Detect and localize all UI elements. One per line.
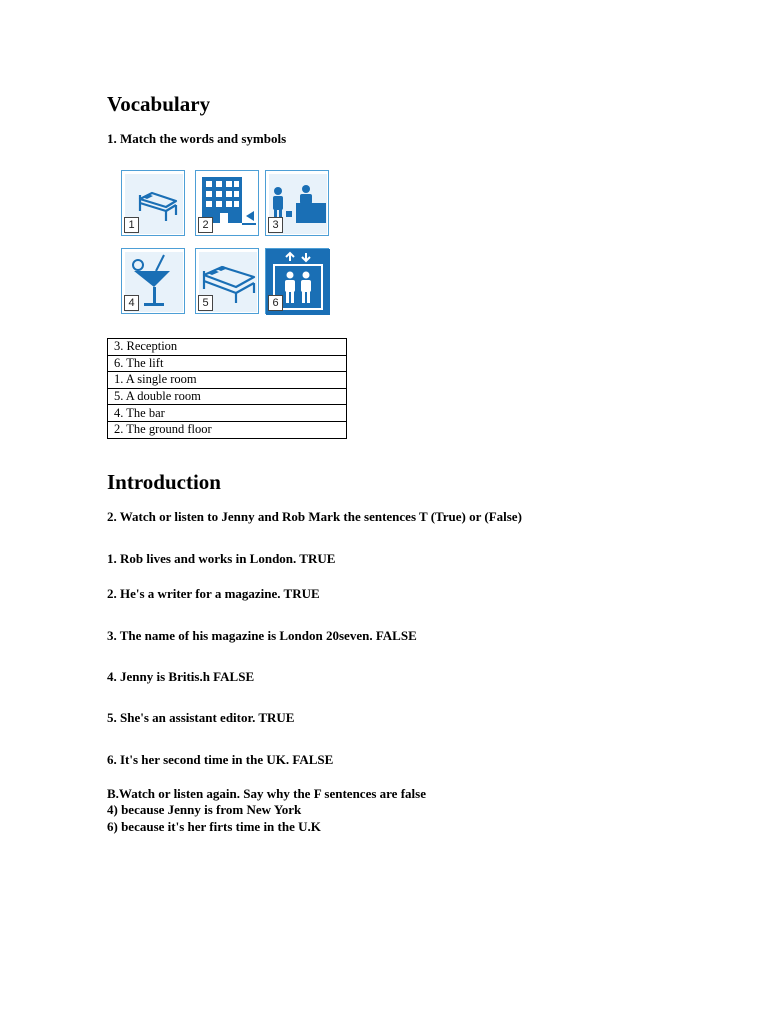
vocabulary-heading: Vocabulary: [107, 92, 211, 116]
table-row: [108, 388, 347, 405]
introduction-instruction: 2. Watch or listen to Jenny and Rob Mark the sentences T (True) or (False): [107, 509, 522, 524]
part-b-answer: 4) because Jenny is from New York: [107, 802, 302, 817]
table-cell: 3. Reception: [108, 339, 347, 356]
symbol-bar: [121, 248, 185, 314]
symbol-number: 5: [198, 295, 213, 311]
symbol-number: 2: [198, 217, 213, 233]
table-row: [108, 421, 347, 438]
table-cell: 6. The lift: [108, 355, 347, 372]
symbol-double-room: [195, 248, 259, 314]
symbol-number: 3: [268, 217, 283, 233]
symbol-number: 4: [124, 295, 139, 311]
sentence-item: 4. Jenny is Britis.h FALSE: [107, 669, 255, 684]
symbol-number: 6: [268, 295, 283, 311]
table-row: [108, 405, 347, 422]
table-row: [108, 339, 347, 356]
table-cell: 2. The ground floor: [108, 421, 347, 438]
vocabulary-instruction: 1. Match the words and symbols: [107, 131, 287, 146]
sentence-item: 3. The name of his magazine is London 20seven. FALSE: [107, 628, 417, 643]
table-cell: 1. A single room: [108, 372, 347, 389]
symbol-single-room: [121, 170, 185, 236]
table-row: [108, 372, 347, 389]
sentence-item: 1. Rob lives and works in London. TRUE: [107, 551, 336, 566]
symbol-number: 1: [124, 217, 139, 233]
part-b-answer: 6) because it's her firts time in the U.K: [107, 819, 321, 834]
part-b-instruction: B.Watch or listen again. Say why the F sentences are false: [107, 786, 426, 801]
answer-table: [107, 338, 347, 439]
sentence-item: 6. It's her second time in the UK. FALSE: [107, 752, 334, 767]
table-cell: 4. The bar: [108, 405, 347, 422]
symbol-ground-floor: [195, 170, 259, 236]
table-row: [108, 355, 347, 372]
sentence-item: 5. She's an assistant editor. TRUE: [107, 710, 295, 725]
symbol-reception: [265, 170, 329, 236]
introduction-heading: Introduction: [107, 470, 221, 494]
symbol-grid: [121, 170, 333, 316]
sentence-item: 2. He's a writer for a magazine. TRUE: [107, 586, 320, 601]
table-cell: 5. A double room: [108, 388, 347, 405]
symbol-lift: [265, 248, 329, 314]
